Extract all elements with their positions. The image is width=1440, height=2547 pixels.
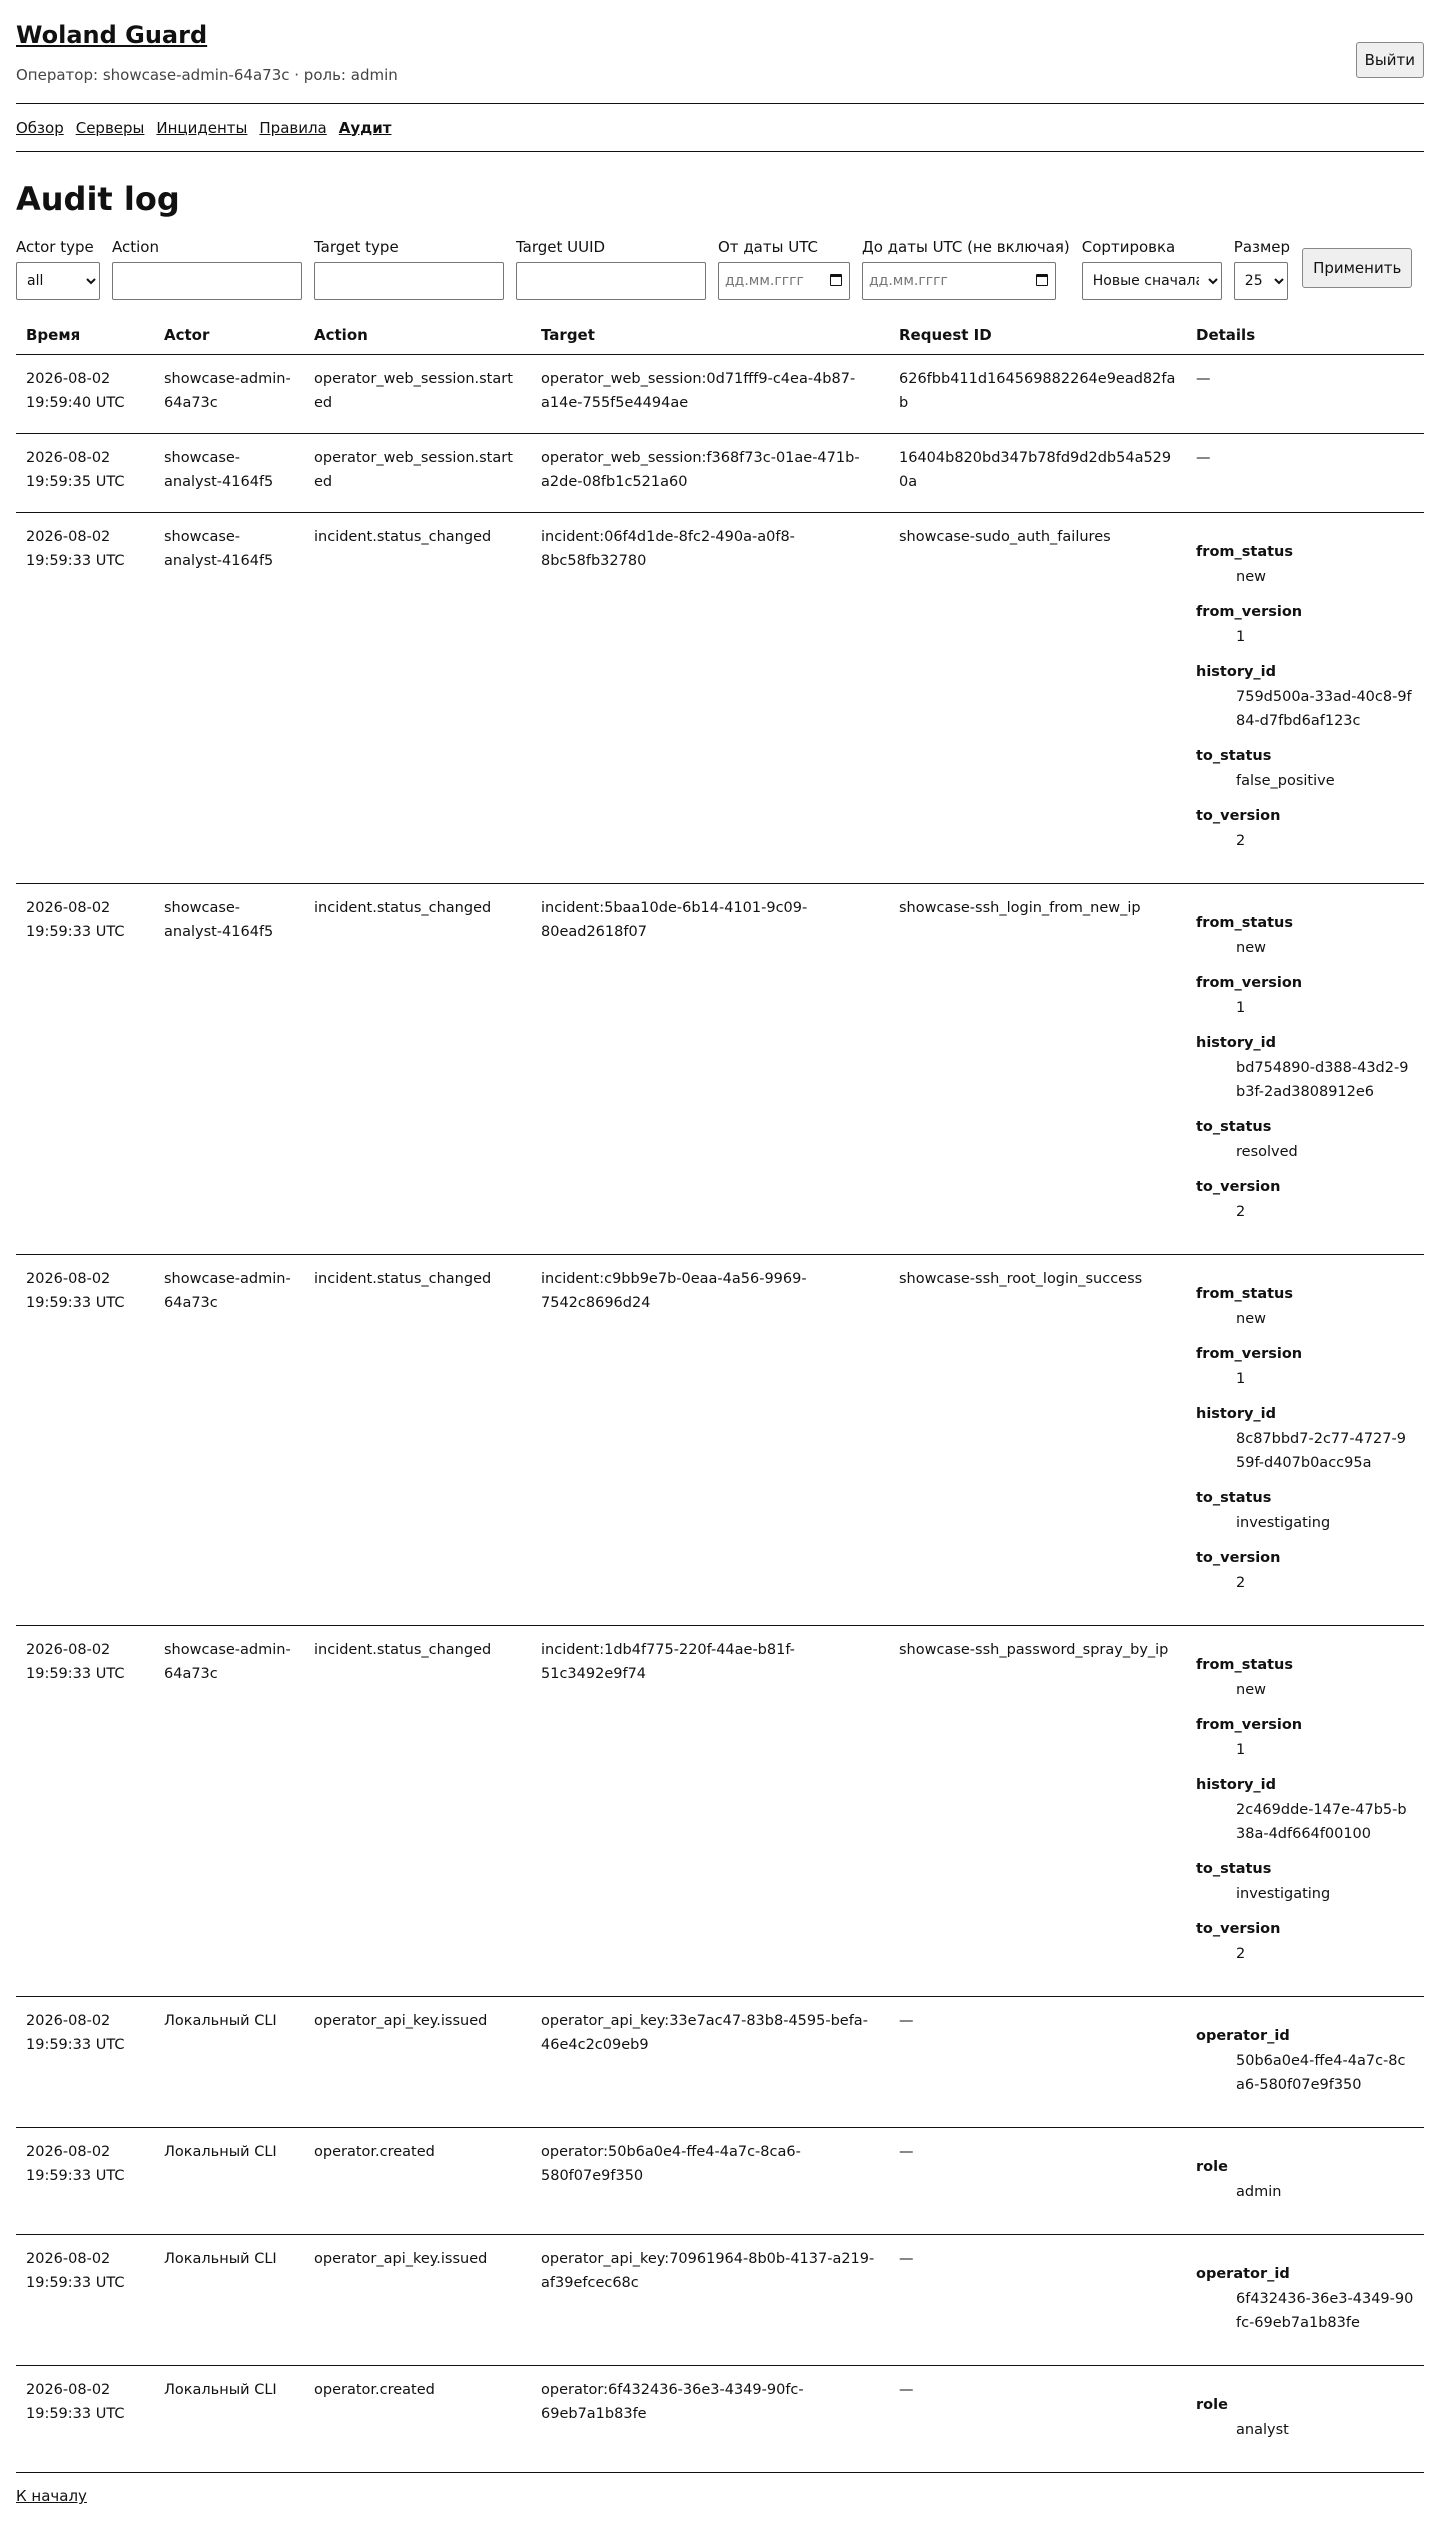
column-header-actor: Actor [154,314,304,355]
details-value: 2c469dde-147e-47b5-b38a-4df664f00100 [1236,1802,1407,1842]
cell-time: 2026-08-02 19:59:33 UTC [16,2128,154,2235]
size-select[interactable] [1234,262,1288,300]
cell-time: 2026-08-02 19:59:40 UTC [16,355,154,434]
audit-table-head [16,314,1424,355]
cell-time: 2026-08-02 19:59:33 UTC [16,1255,154,1626]
details-value: false_positive [1236,773,1335,789]
cell-request-id: — [889,2235,1186,2366]
column-header-action: Action [304,314,531,355]
cell-time: 2026-08-02 19:59:33 UTC [16,884,154,1255]
details-empty: — [1196,371,1211,387]
details-key: to_status [1196,1119,1272,1135]
header-row [16,314,1424,355]
table-row [16,513,1424,884]
cell-request-id: — [889,1997,1186,2128]
details-value: new [1236,940,1266,956]
details-value: 1 [1236,629,1246,645]
cell-details [1186,2235,1424,2366]
filter-actor-type [16,238,100,300]
cell-target: incident:5baa10de-6b14-4101-9c09-80ead2618f07 [531,884,889,1255]
target-type-label: Target type [314,238,399,256]
details-key: to_status [1196,1490,1272,1506]
cell-details [1186,434,1424,513]
from-date-label: От даты UTC [718,238,818,256]
details-key: role [1196,2397,1228,2413]
cell-action: incident.status_changed [304,1255,531,1626]
audit-table [16,314,1424,2473]
details-key: history_id [1196,1406,1277,1422]
nav-incidents[interactable]: Инциденты [156,118,248,137]
details-value: analyst [1236,2422,1289,2438]
sort-select[interactable] [1082,262,1222,300]
details-value: 2 [1236,1575,1246,1591]
table-row [16,1997,1424,2128]
cell-target: incident:c9bb9e7b-0eaa-4a56-9969-7542c8696d24 [531,1255,889,1626]
calendar-icon[interactable] [830,274,842,286]
cell-details [1186,1255,1424,1626]
cell-action: incident.status_changed [304,884,531,1255]
audit-table-body [16,355,1424,2473]
page-title: Audit log [16,180,180,218]
details-value: 759d500a-33ad-40c8-9f84-d7fbd6af123c [1236,689,1412,729]
details-key: to_status [1196,748,1272,764]
action-input[interactable] [112,262,302,300]
filter-to-date [862,238,1070,300]
cell-action: incident.status_changed [304,513,531,884]
back-to-top-link[interactable]: К началу [16,2487,87,2505]
details-list [1196,2025,1414,2097]
cell-request-id: — [889,2128,1186,2235]
details-value: 2 [1236,833,1246,849]
details-value: investigating [1236,1886,1331,1902]
apply-button[interactable]: Применить [1302,248,1412,288]
cell-target: operator_web_session:0d71fff9-c4ea-4b87-a14e-755f5e4494ae [531,355,889,434]
table-row [16,2235,1424,2366]
nav-overview[interactable]: Обзор [16,118,64,137]
table-row [16,1255,1424,1626]
cell-target: operator_api_key:33e7ac47-83b8-4595-befa-46e4c2c09eb9 [531,1997,889,2128]
details-key: to_status [1196,1861,1272,1877]
details-key: to_version [1196,1921,1281,1937]
details-key: to_version [1196,1550,1281,1566]
details-key: role [1196,2159,1228,2175]
details-value: 1 [1236,1000,1246,1016]
cell-action: operator_api_key.issued [304,1997,531,2128]
filter-target-type [314,238,504,300]
cell-details [1186,1626,1424,1997]
from-date-wrap [718,262,850,300]
actor-type-label: Actor type [16,238,94,256]
target-type-input[interactable] [314,262,504,300]
details-empty: — [1196,450,1211,466]
cell-target: operator:50b6a0e4-ffe4-4a7c-8ca6-580f07e9f350 [531,2128,889,2235]
cell-time: 2026-08-02 19:59:33 UTC [16,1626,154,1997]
cell-target: operator:6f432436-36e3-4349-90fc-69eb7a1b83fe [531,2366,889,2473]
details-key: from_version [1196,1346,1303,1362]
filter-size [1234,238,1290,300]
cell-request-id: 626fbb411d164569882264e9ead82fab [889,355,1186,434]
details-value: bd754890-d388-43d2-9b3f-2ad3808912e6 [1236,1060,1409,1100]
nav-rules[interactable]: Правила [259,118,327,137]
page-footer [16,2473,1424,2547]
details-value: new [1236,1682,1266,1698]
details-key: from_version [1196,1717,1303,1733]
details-value: 2 [1236,1946,1246,1962]
details-list [1196,1654,1414,1966]
details-key: from_version [1196,975,1303,991]
details-value: 1 [1236,1371,1246,1387]
cell-action: incident.status_changed [304,1626,531,1997]
logout-button[interactable]: Выйти [1356,42,1424,78]
cell-actor: showcase-analyst-4164f5 [154,434,304,513]
details-value: 50b6a0e4-ffe4-4a7c-8ca6-580f07e9f350 [1236,2053,1406,2093]
filter-from-date [718,238,850,300]
details-value: admin [1236,2184,1282,2200]
cell-actor: showcase-admin-64a73c [154,1255,304,1626]
cell-actor: Локальный CLI [154,1997,304,2128]
cell-actor: Локальный CLI [154,2235,304,2366]
cell-actor: showcase-admin-64a73c [154,1626,304,1997]
app-title-link[interactable]: Woland Guard [16,21,208,49]
details-value: new [1236,569,1266,585]
column-header-time: Время [16,314,154,355]
filter-action [112,238,302,300]
details-key: from_status [1196,1657,1294,1673]
table-row [16,1626,1424,1997]
table-row [16,2128,1424,2235]
cell-actor: Локальный CLI [154,2366,304,2473]
nav-audit[interactable]: Аудит [338,118,392,137]
table-row [16,2366,1424,2473]
cell-actor: Локальный CLI [154,2128,304,2235]
main-nav [16,104,1424,152]
cell-time: 2026-08-02 19:59:33 UTC [16,1997,154,2128]
cell-details [1186,2128,1424,2235]
details-key: to_version [1196,1179,1281,1195]
cell-target: incident:06f4d1de-8fc2-490a-a0f8-8bc58fb32780 [531,513,889,884]
cell-details [1186,513,1424,884]
details-value: 1 [1236,1742,1246,1758]
filter-sort [1082,238,1222,300]
cell-action: operator_api_key.issued [304,2235,531,2366]
cell-target: incident:1db4f775-220f-44ae-b81f-51c3492e9f74 [531,1626,889,1997]
cell-time: 2026-08-02 19:59:33 UTC [16,513,154,884]
column-header-target: Target [531,314,889,355]
table-row [16,355,1424,434]
cell-request-id: showcase-sudo_auth_failures [889,513,1186,884]
cell-time: 2026-08-02 19:59:33 UTC [16,2235,154,2366]
cell-action: operator_web_session.started [304,434,531,513]
cell-details [1186,1997,1424,2128]
details-list [1196,2394,1414,2442]
details-key: to_version [1196,808,1281,824]
to-date-label: До даты UTC (не включая) [862,238,1070,256]
cell-action: operator_web_session.started [304,355,531,434]
cell-target: operator_web_session:f368f73c-01ae-471b-a2de-08fb1c521a60 [531,434,889,513]
cell-request-id: showcase-ssh_root_login_success [889,1255,1186,1626]
header-left [16,20,398,84]
size-label: Размер [1233,238,1291,256]
details-list [1196,2263,1414,2335]
cell-actor: showcase-analyst-4164f5 [154,513,304,884]
details-key: from_version [1196,604,1303,620]
cell-actor: showcase-analyst-4164f5 [154,884,304,1255]
cell-request-id: showcase-ssh_password_spray_by_ip [889,1626,1186,1997]
calendar-icon[interactable] [1036,274,1048,286]
details-value: resolved [1236,1144,1298,1160]
details-value: investigating [1236,1515,1331,1531]
cell-target: operator_api_key:70961964-8b0b-4137-a219-af39efcec68c [531,2235,889,2366]
nav-servers[interactable]: Серверы [75,118,145,137]
operator-info: Оператор: showcase-admin-64a73c · роль: admin [16,66,398,84]
cell-details [1186,355,1424,434]
cell-request-id: 16404b820bd347b78fd9d2db54a5290a [889,434,1186,513]
details-key: from_status [1196,1286,1294,1302]
cell-request-id: — [889,2366,1186,2473]
details-list [1196,2156,1414,2204]
to-date-wrap [862,262,1056,300]
details-key: history_id [1196,664,1277,680]
cell-details [1186,884,1424,1255]
audit-filters [16,238,1424,300]
details-key: history_id [1196,1035,1277,1051]
column-header-request-id: Request ID [889,314,1186,355]
cell-time: 2026-08-02 19:59:35 UTC [16,434,154,513]
table-row [16,884,1424,1255]
details-list [1196,912,1414,1224]
cell-details [1186,2366,1424,2473]
cell-action: operator.created [304,2366,531,2473]
action-label: Action [112,238,159,256]
details-list [1196,541,1414,853]
details-key: from_status [1196,544,1294,560]
details-key: operator_id [1196,2266,1290,2282]
cell-actor: showcase-admin-64a73c [154,355,304,434]
app-header [16,0,1424,104]
details-list [1196,1283,1414,1595]
details-value: new [1236,1311,1266,1327]
target-uuid-label: Target UUID [516,238,606,256]
cell-action: operator.created [304,2128,531,2235]
table-row [16,434,1424,513]
filter-target-uuid [516,238,706,300]
details-value: 6f432436-36e3-4349-90fc-69eb7a1b83fe [1236,2291,1414,2331]
actor-type-select[interactable] [16,262,100,300]
details-value: 2 [1236,1204,1246,1220]
details-key: history_id [1196,1777,1277,1793]
target-uuid-input[interactable] [516,262,706,300]
details-key: from_status [1196,915,1294,931]
column-header-details: Details [1186,314,1424,355]
cell-time: 2026-08-02 19:59:33 UTC [16,2366,154,2473]
details-value: 8c87bbd7-2c77-4727-959f-d407b0acc95a [1236,1431,1406,1471]
cell-request-id: showcase-ssh_login_from_new_ip [889,884,1186,1255]
to-date-input[interactable] [862,262,1056,300]
details-key: operator_id [1196,2028,1290,2044]
sort-label: Сортировка [1081,238,1176,256]
